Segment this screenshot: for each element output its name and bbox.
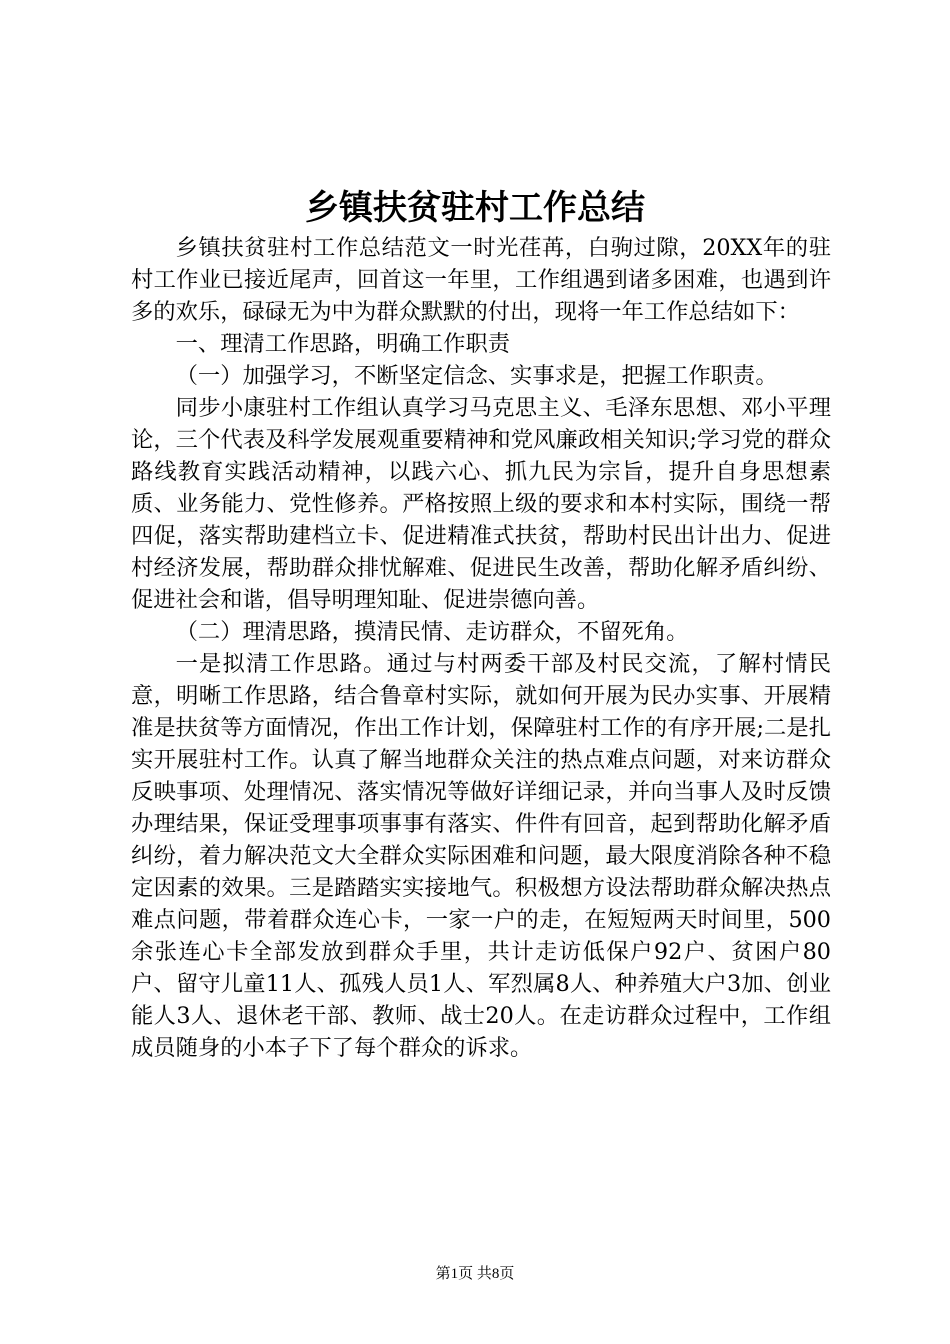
subheading-2: （二）理清思路，摸清民情、走访群众，不留死角。 — [175, 619, 689, 645]
page-footer: 第1页 共8页 — [435, 1266, 515, 1282]
document-title: 乡镇扶贫驻村工作总结 — [305, 188, 645, 228]
document-body — [131, 232, 831, 1064]
paragraph-study: 同步小康驻村工作组认真学习马克思主义、毛泽东思想、邓小平理论，三个代表及科学发展观重要精神和党风廉政相关知识;学习党的群众路线教育实践活动精神，以践六心、抓九民为宗旨，提升自身思想素质、业务能力、党性修养。严格按照上级的要求和本村实际，围绕一帮四促，落实帮助建档立卡、促进精准式扶贫，帮助村民出计出力、促进村经济发展，帮助群众排忧解难、促进民生改善，帮助化解矛盾纠纷、促进社会和谐，倡导明理知耻、促进崇德向善。 — [131, 395, 831, 613]
subheading-1: （一）加强学习，不断坚定信念、实事求是，把握工作职责。 — [175, 363, 778, 389]
heading-section-1: 一、理清工作思路，明确工作职责 — [175, 331, 511, 357]
paragraph-work: 一是拟清工作思路。通过与村两委干部及村民交流，了解村情民意，明晰工作思路，结合鲁章村实际，就如何开展为民办实事、开展精准是扶贫等方面情况，作出工作计划，保障驻村工作的有序开展;二是扎实开展驻村工作。认真了解当地群众关注的热点难点问题，对来访群众反映事项、处理情况、落实情况等做好详细记录，并向当事人及时反馈办理结果，保证受理事项事事有落实、件件有回音，起到帮助化解矛盾纠纷，着力解决范文大全群众实际困难和问题，最大限度消除各种不稳定因素的效果。三是踏踏实实接地气。积极想方设法帮助群众解决热点难点问题，带着群众连心卡，一家一户的走，在短短两天时间里，500余张连心卡全部发放到群众手里，共计走访低保户92户、贫困户80户、留守儿童11人、孤残人员1人、军烈属8人、种养殖大户3加、创业能人3人、退休老干部、教师、战士20人。在走访群众过程中，工作组成员随身的小本子下了每个群众的诉求。 — [131, 651, 831, 1061]
paragraph-intro: 乡镇扶贫驻村工作总结范文一时光荏苒，白驹过隙，20XX年的驻村工作业已接近尾声，回首这一年里，工作组遇到诸多困难，也遇到许多的欢乐，碌碌无为中为群众默默的付出，现将一年工作总结如下： — [131, 235, 831, 325]
